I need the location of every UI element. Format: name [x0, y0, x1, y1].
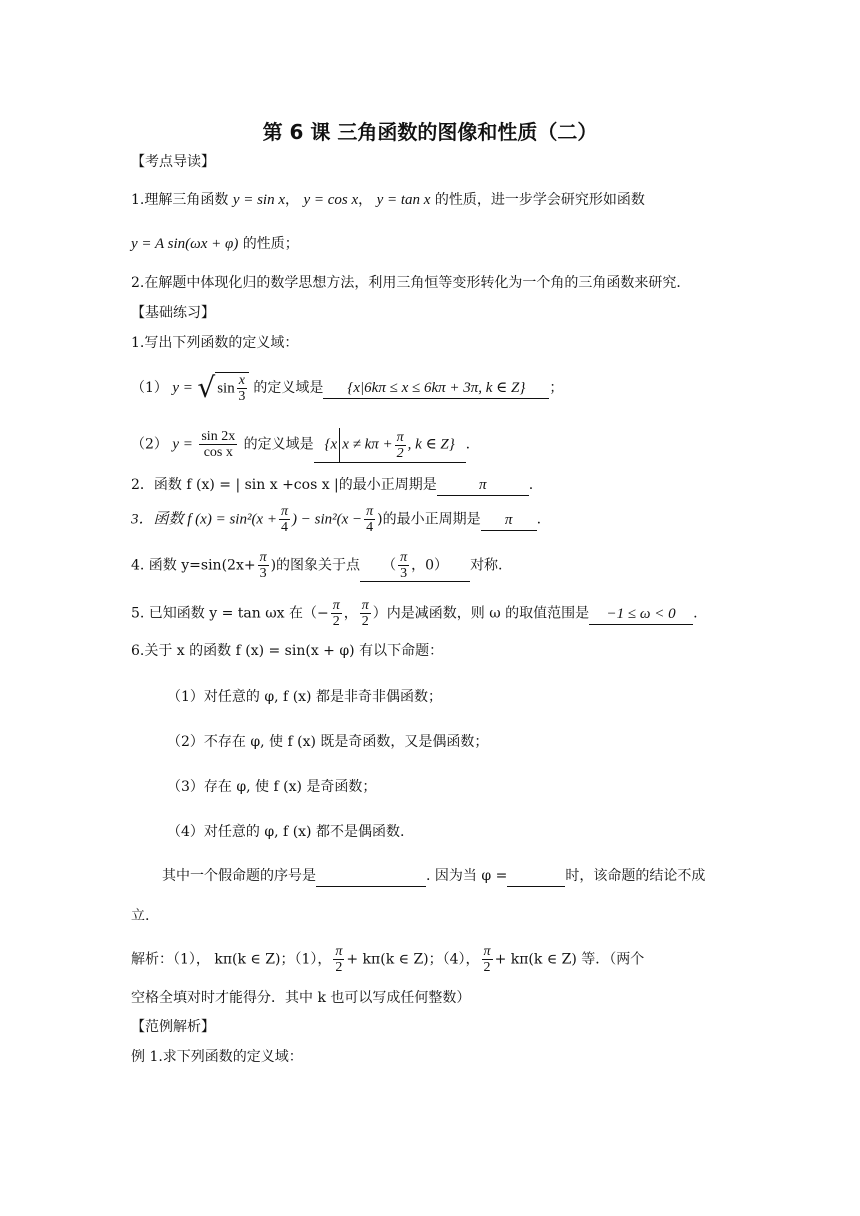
page-title: 第 6 课 三角函数的图像和性质（二） [262, 120, 598, 144]
q6-blank-2 [507, 866, 565, 887]
q3-answer-blank: π [481, 510, 537, 531]
q6-blank-1 [316, 866, 426, 887]
q6-item-4: （4）对任意的 φ, f (x) 都不是偶函数. [167, 824, 405, 840]
q6-stem: 6.关于 x 的函数 f (x) = sin(x + φ) 有以下命题： [131, 643, 444, 659]
sqrt-icon: √ [197, 371, 216, 404]
q2-answer-blank: π [437, 475, 529, 496]
guide-paragraph-1: 1.理解三角函数 y = sin x， y = cos x， y = tan x 的性质，进一步学会研究形如函数 [131, 192, 645, 208]
q6-item-1: （1）对任意的 φ, f (x) 都是非奇非偶函数； [167, 689, 442, 705]
example-1: 例 1.求下列函数的定义域： [131, 1049, 303, 1065]
q4: 4. 函数 y=sin(2x+ $\frac{\pi}{3}$ )的图象关于点 （ $\frac{\pi}{3}$ ，0） 对称. [131, 550, 503, 581]
q6-item-3: （3）存在 φ, 使 f (x) 是奇函数； [167, 779, 377, 795]
q6-analysis: 解析：（1）， kπ(k ∈ Z)；（1）， $\frac{\pi}{2}$ + kπ(k ∈ Z)；（4）， $\frac{\pi}{2}$ + kπ(k ∈ Z) 等．（两个 [131, 944, 645, 975]
q6-analysis-tail: 空格全填对时才能得分．其中 k 也可以写成任何整数） [131, 990, 471, 1006]
q6-item-2: （2）不存在 φ, 使 f (x) 既是奇函数，又是偶函数； [167, 734, 489, 750]
q1b-answer-blank: {x x ≠ kπ + $\frac{\pi}{2}$ , k ∈ Z} [314, 428, 466, 463]
q1-stem: 1.写出下列函数的定义域： [131, 335, 299, 351]
q4-answer-blank: （ $\frac{\pi}{3}$ ，0） [360, 550, 470, 582]
guide-paragraph-1-continued: y = A sin(ωx + φ) 的性质； [131, 236, 299, 252]
section-example-heading: 【范例解析】 [131, 1019, 215, 1035]
guide-paragraph-2: 2.在解题中体现化归的数学思想方法，利用三角恒等变形转化为一个角的三角函数来研究． [131, 275, 691, 291]
q2: 2．函数 f (x) = | sin x +cos x |的最小正周期是 π . [131, 475, 533, 496]
section-guide-heading: 【考点导读】 [131, 154, 215, 170]
section-basic-heading: 【基础练习】 [131, 305, 215, 321]
q3: 3．函数 f (x) = sin²(x + $\frac{\pi}{4}$ ) − sin²(x − $\frac{\pi}{4}$ )的最小正周期是 π . [131, 504, 542, 535]
q6-question-tail: 立. [131, 908, 150, 924]
q1-part-b: （2） y = $\frac{\sin 2x}{\text{cos x}}$ 的定义域是 {x x ≠ kπ + $\frac{\pi}{2}$ , k ∈ Z} . [131, 428, 470, 463]
q5-answer-blank: −1 ≤ ω < 0 [589, 604, 693, 625]
q5: 5. 已知函数 y = tan ωx 在（− $\frac{\pi}{2}$ ， $\frac{\pi}{2}$ ）内是减函数，则 ω 的取值范围是 −1 ≤ ω < 0 . [131, 598, 698, 629]
q1a-answer-blank: {x|6kπ ≤ x ≤ 6kπ + 3π, k ∈ Z} [323, 378, 549, 399]
q6-question: 其中一个假命题的序号是 . 因为当 φ = 时，该命题的结论不成 [162, 866, 705, 887]
q1-part-a: （1） y = √ sin $\frac{x}{3}$ 的定义域是 {x|6kπ ≤ x ≤ 6kπ + 3π, k ∈ Z} ； [131, 371, 564, 404]
